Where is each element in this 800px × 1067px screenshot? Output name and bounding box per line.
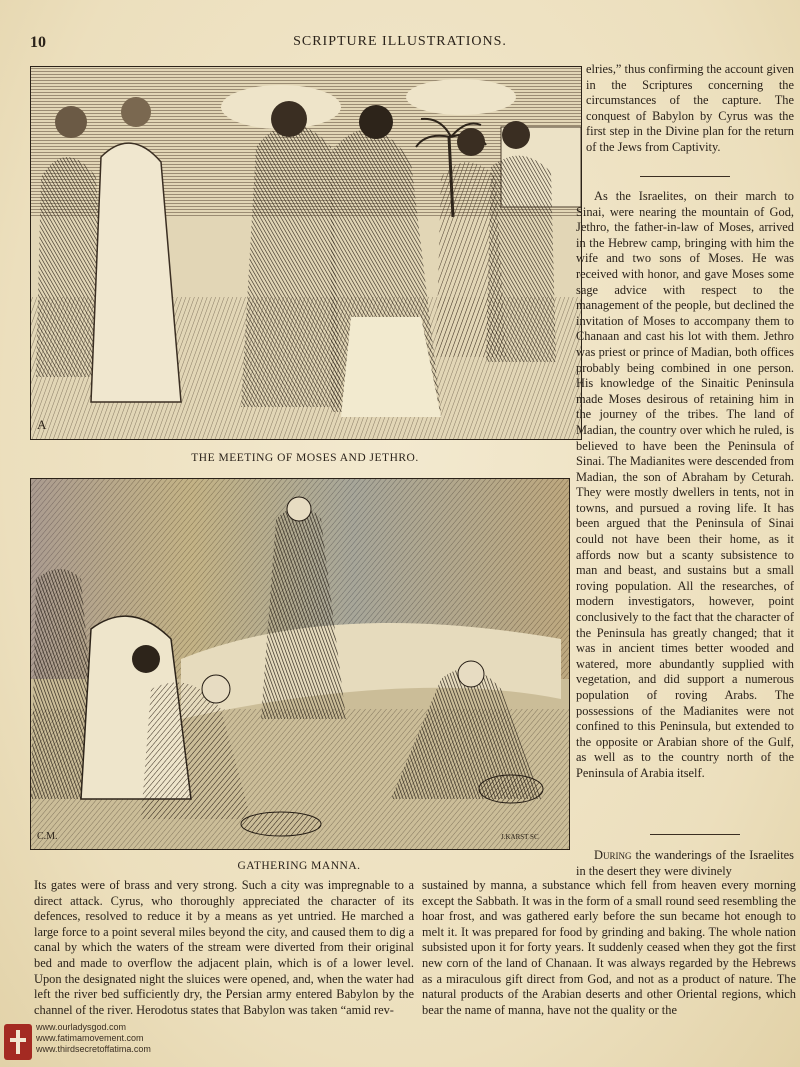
caption-manna: GATHERING MANNA.	[237, 860, 361, 872]
paragraph-babylon-end: elries,” thus confirming the account given in the Scriptures concerning the circumstances of the capture. The conquest of Babylon by Cyrus was the first step in the Divine plan for the return of the Jews from Captivity.	[586, 62, 794, 154]
illustration-meeting-moses-jethro	[30, 66, 582, 440]
illustration-signature-left: C.M.	[37, 831, 58, 842]
bottom-right-column	[422, 878, 796, 1018]
watermark	[4, 1020, 214, 1064]
watermark-url-1: www.ourladysgod.com	[36, 1022, 127, 1032]
paragraph-manna-start: the wanderings of the Israelites in the desert they were divinely	[576, 848, 794, 878]
running-title: SCRIPTURE ILLUSTRATIONS.	[293, 34, 507, 49]
page-number: 10	[30, 34, 46, 51]
illustration-signature: A	[37, 417, 47, 432]
right-column-manna-start	[576, 848, 794, 879]
right-column-jethro	[576, 189, 794, 782]
drop-lead-word: During	[594, 848, 632, 862]
right-column	[586, 62, 794, 156]
section-divider	[640, 176, 730, 177]
bottom-left-column	[34, 878, 414, 1018]
paragraph-cyrus: Its gates were of brass and very strong. Such a city was impregnable to a direct attack. Cyrus, who thoroughly appreciated the character of its defences, resolved to reduce it by a means as yet untried. He marched a large force to a point several miles beyond the city, and caused them to dig a canal by which the waters of the stream were diverted from their original bed and made to overflow the adjacent plain, which is of a lower level. Upon the designated night the sluices were opened, and, when the water had left the river bed sufficiently dry, the Persian army entered Babylon by the channel of the river. Herodotus states that Babylon was taken “amid rev-	[34, 878, 414, 1017]
engraving-meeting	[31, 67, 581, 439]
paragraph-jethro: As the Israelites, on their march to Sinai, were nearing the mountain of God, Jethro, the father-in-law of Moses, arrived in the Hebrew camp, bringing with him the wife and two sons of Moses. He was received with honor, and gave Moses some sage advice with respect to the management of the people, but declined the invitation of Moses to accompany them to Chanaan and cast his lot with them. Jethro was priest or prince of Madian, both offices probably being combined in one person. His knowledge of the Sinaitic Peninsula made Moses desirous of retaining him in the journey of the tribes. The land of Madian, the country over which he ruled, is believed to have been the Peninsula of Sinai. The Madianites were descended from Madian, the son of Abraham by Ceturah. They were mostly dwellers in tents, not in towns, and pursued a roving life. It has been argued that the Peninsula of Sinai could not have been their home, as it affords now but a scanty subsistence to man and beast, and sustains but a small roving population. All the researches, of modern investigators, however, point conclusively to the fact that the character of the Peninsula has greatly changed; that it was in ancient times better wooded and watered, more abundantly supplied with vegetation, and did support a numerous population of roving Arabs. The possessions of the Madianites were not confined to this Peninsula, but extended to the opposite or Arabian shore of the Gulf, as well as to the country north of the Peninsula of Arabia itself.	[576, 189, 794, 780]
watermark-url-3: www.thirdsecretoffatima.com	[36, 1044, 151, 1054]
watermark-url-2: www.fatimamovement.com	[36, 1033, 144, 1043]
cross-badge-icon	[4, 1024, 32, 1060]
illustration-gathering-manna	[30, 478, 570, 850]
illustration-signature-right: J.KARST SC	[501, 833, 539, 841]
section-divider-2	[650, 834, 740, 835]
paragraph-manna: sustained by manna, a substance which fell from heaven every morning except the Sabbath. It was in the form of a small round seed resembling the hoar frost, and was gathered early before the sun became hot enough to melt it. It was prepared for food by grinding and baking. The whole nation subsisted upon it for forty years. It suddenly ceased when they got the first new corn of the land of Chanaan. It was always regarded by the Hebrews as a miraculous gift direct from God, and not as a product of nature. The natural products of the Arabian deserts and other Oriental regions, which bear the name of manna, have not the quality or the	[422, 878, 796, 1017]
engraving-manna	[31, 479, 569, 849]
caption-meeting: THE MEETING OF MOSES AND JETHRO.	[191, 452, 419, 464]
